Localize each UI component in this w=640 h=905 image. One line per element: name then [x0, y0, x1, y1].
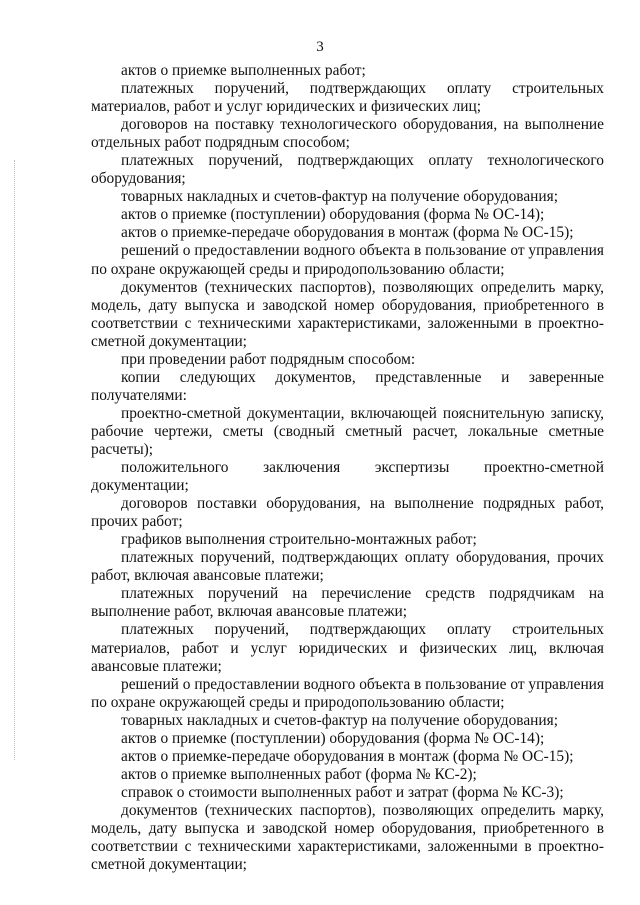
paragraph: актов о приемке (поступлении) оборудования (форма № ОС-14);: [121, 206, 545, 224]
paragraph: платежных поручений, подтверждающих оплату оборудования, прочих работ, включая авансовые платежи;: [91, 549, 604, 585]
paragraph: платежных поручений, подтверждающих оплату строительных материалов, работ и услуг юридических и физических лиц, включая авансовые платежи;: [91, 621, 604, 675]
paragraph: решений о предоставлении водного объекта в пользование от управления по охране окружающей среды и природопользованию области;: [91, 675, 604, 711]
document-body: [91, 62, 604, 874]
paragraph: договоров на поставку технологического оборудования, на выполнение отдельных работ подрядным способом;: [91, 116, 604, 152]
paragraph: актов о приемке (поступлении) оборудования (форма № ОС-14);: [121, 729, 545, 747]
scan-binding-marks: [14, 160, 21, 760]
paragraph: актов о приемке выполненных работ (форма № КС-2);: [121, 765, 477, 783]
paragraph: платежных поручений на перечисление средств подрядчикам на выполнение работ, включая авансовые платежи;: [91, 585, 604, 621]
paragraph: при проведении работ подрядным способом:: [121, 350, 416, 368]
paragraph: договоров поставки оборудования, на выполнение подрядных работ, прочих работ;: [91, 495, 604, 531]
paragraph: платежных поручений, подтверждающих оплату строительных материалов, работ и услуг юридических и физических лиц;: [91, 80, 604, 116]
paragraph: документов (технических паспортов), позволяющих определить марку, модель, дату выпуска и заводской номер оборудования, приобретенного в соответствии с техническими характеристиками, заложенными в проектно-сметной документации;: [91, 801, 604, 874]
paragraph: положительного заключения экспертизы проектно-сметной документации;: [91, 459, 604, 495]
paragraph: документов (технических паспортов), позволяющих определить марку, модель, дату выпуска и заводской номер оборудования, приобретенного в соответствии с техническими характеристиками, заложенными в проектно-сметной документации;: [91, 278, 604, 350]
paragraph: товарных накладных и счетов-фактур на получение оборудования;: [121, 188, 558, 206]
paragraph: графиков выполнения строительно-монтажных работ;: [121, 531, 477, 549]
paragraph: актов о приемке-передаче оборудования в монтаж (форма № ОС-15);: [121, 747, 574, 765]
paragraph: решений о предоставлении водного объекта в пользование от управления по охране окружающей среды и природопользованию области;: [91, 242, 604, 278]
paragraph: копии следующих документов, представленные и заверенные получателями:: [91, 368, 604, 404]
paragraph: справок о стоимости выполненных работ и затрат (форма № КС-3);: [121, 783, 564, 801]
paragraph: товарных накладных и счетов-фактур на получение оборудования;: [121, 711, 558, 729]
paragraph: актов о приемке выполненных работ;: [121, 62, 366, 79]
paragraph: проектно-сметной документации, включающей пояснительную записку, рабочие чертежи, сметы (сводный сметный расчет, локальные сметные расчеты);: [91, 404, 604, 458]
paragraph: актов о приемке-передаче оборудования в монтаж (форма № ОС-15);: [121, 224, 574, 242]
paragraph: платежных поручений, подтверждающих оплату технологического оборудования;: [91, 152, 604, 188]
page-number: 3: [316, 39, 324, 55]
